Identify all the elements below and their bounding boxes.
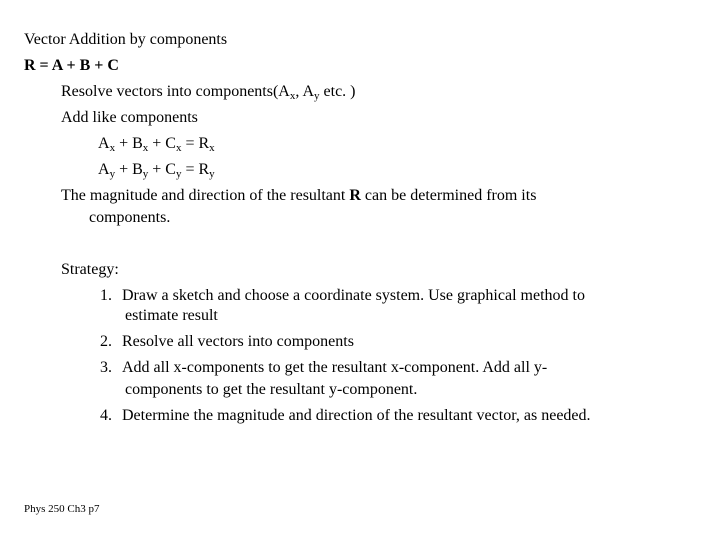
resultant-symbol: R (349, 187, 361, 204)
item-text: Resolve all vectors into components (122, 333, 354, 350)
y-component-equation (98, 160, 215, 180)
eq-x-b-sub: x (142, 142, 149, 154)
resolve-text-ay: , A (295, 83, 315, 100)
item-number: 1. (100, 287, 112, 304)
eq-x-c: + C (148, 135, 176, 152)
resolve-text-end: etc. ) (319, 83, 356, 100)
eq-x-r: = R (181, 135, 210, 152)
strategy-heading: Strategy: (61, 261, 119, 278)
strategy-item-3 (100, 358, 547, 378)
resolve-text: Resolve vectors into components(A (61, 83, 290, 100)
slide-title: Vector Addition by components (24, 31, 228, 48)
footer-page-label: Phys 250 Ch3 p7 (24, 503, 100, 515)
eq-x-b: + B (115, 135, 143, 152)
item-number: 2. (100, 333, 112, 350)
eq-x-c-sub: x (175, 142, 182, 154)
eq-x-a: A (98, 135, 110, 152)
eq-x-a-sub: x (109, 142, 116, 154)
magnitude-continuation: components. (89, 209, 171, 226)
magnitude-line (61, 186, 536, 206)
eq-y-a: A (98, 161, 110, 178)
x-component-equation (98, 134, 215, 154)
vector-sum-equation: R = A + B + C (24, 57, 119, 74)
strategy-item-1 (100, 286, 585, 306)
eq-x-r-sub: x (209, 142, 215, 154)
eq-y-r-sub: y (209, 168, 215, 180)
item-text: Add all x-components to get the resultant x-component. Add all y- (122, 359, 548, 376)
strategy-item-2 (100, 332, 354, 352)
eq-y-b-sub: y (142, 168, 149, 180)
item-text: Draw a sketch and choose a coordinate system. Use graphical method to (122, 287, 585, 304)
eq-y-c: + C (148, 161, 176, 178)
eq-y-c-sub: y (175, 168, 182, 180)
strategy-item-3-cont: components to get the resultant y-component. (125, 381, 418, 398)
subscript-x: x (289, 90, 296, 102)
item-number: 3. (100, 359, 112, 376)
item-number: 4. (100, 407, 112, 424)
magnitude-text: The magnitude and direction of the resultant (61, 187, 350, 204)
subscript-y: y (314, 90, 320, 102)
eq-y-a-sub: y (109, 168, 116, 180)
strategy-item-1-cont: estimate result (125, 307, 218, 324)
magnitude-text-end: can be determined from its (360, 187, 537, 204)
add-like-components: Add like components (61, 109, 198, 126)
eq-y-r: = R (181, 161, 210, 178)
eq-y-b: + B (115, 161, 143, 178)
resolve-line (61, 82, 356, 102)
strategy-item-4 (100, 406, 591, 426)
item-text: Determine the magnitude and direction of the resultant vector, as needed. (122, 407, 591, 424)
